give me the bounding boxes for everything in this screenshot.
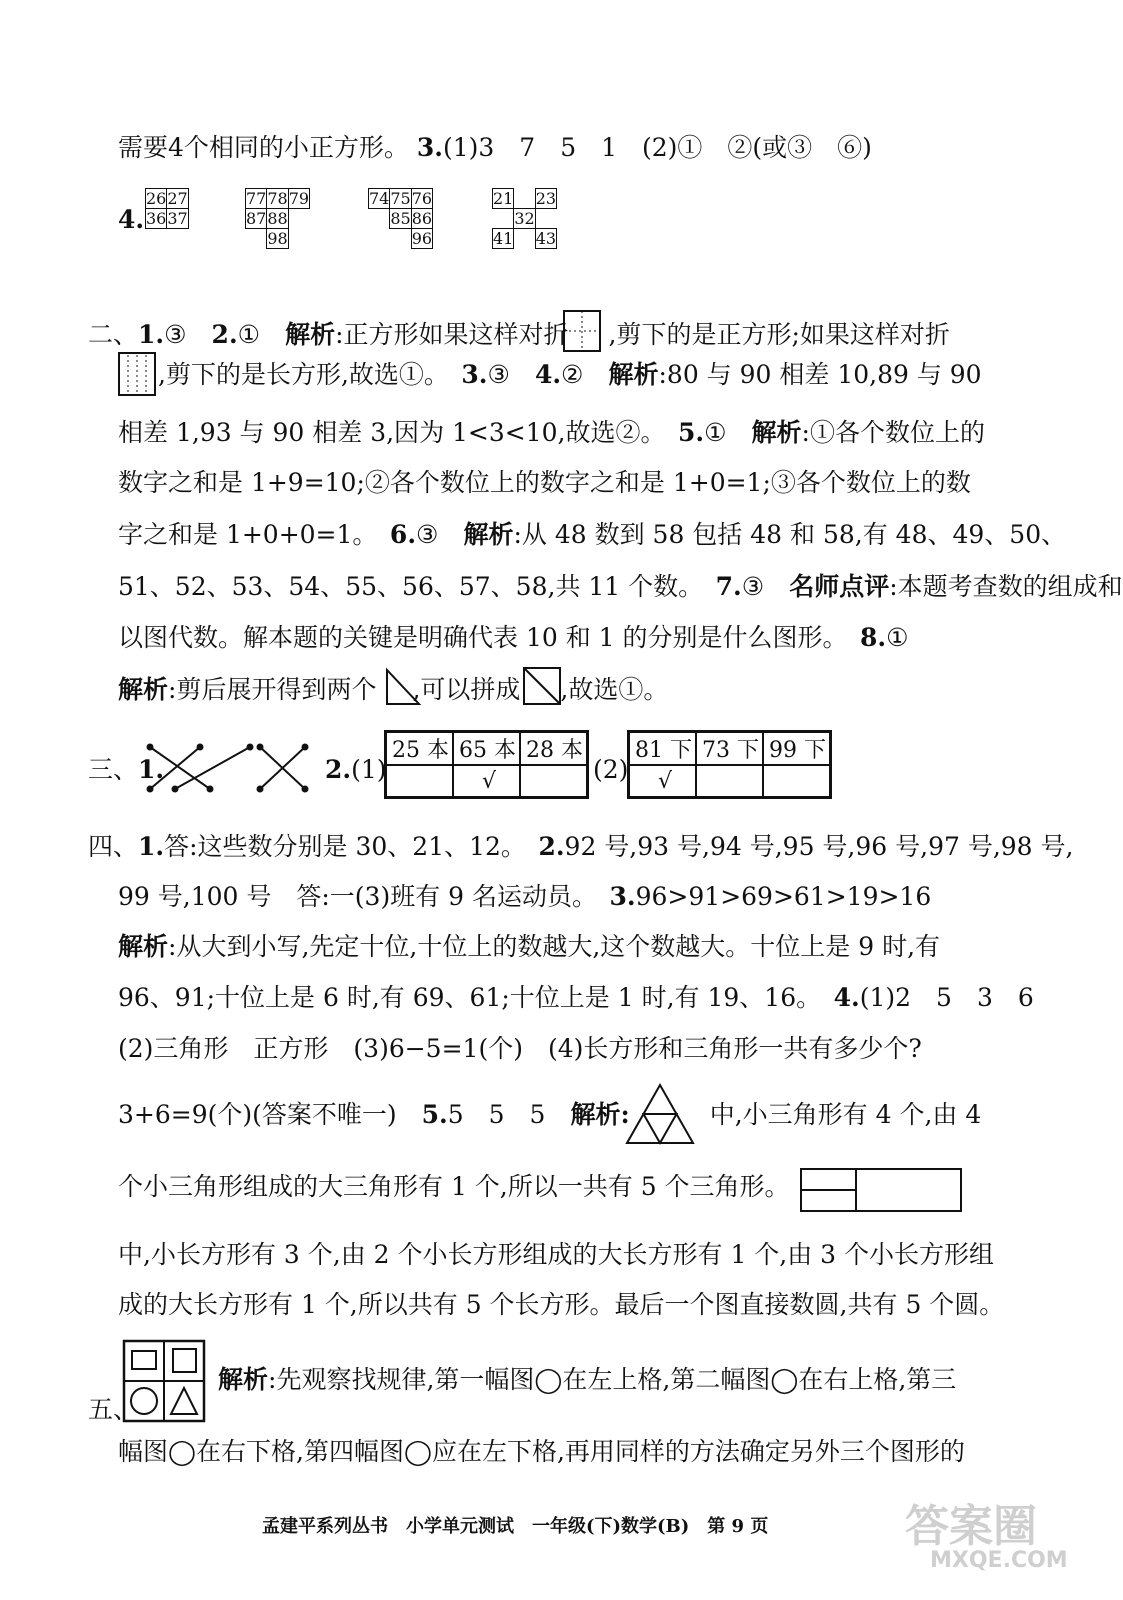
answer-line: 需要4个相同的小正方形。 3.(1)3 7 5 1 (2)① ②(或③ ⑥) (118, 133, 872, 162)
section-four-line-1: 四、1.答:这些数分别是 30、21、12。 2.92 号,93 号,94 号,95 号,96 号,97 号,98 号, (88, 832, 1074, 861)
section-two-line-1: 二、1.③ 2.① 解析:正方形如果这样对折 ,剪下的是正方形;如果这样对折 (88, 320, 950, 349)
page-footer: 孟建平系列丛书 小学单元测试 一年级(下)数学(B) 第 9 页 (262, 1516, 769, 1537)
matching-lines (145, 742, 315, 794)
section-four-line-4: 96、91;十位上是 6 时,有 69、61;十位上是 1 时,有 19、16。 4.(1)2 5 3 6 (118, 983, 1034, 1012)
square-diagonal-icon (523, 667, 561, 705)
section-four-line-2: 99 号,100 号 答:一(3)班有 9 名运动员。 3.96>91>69>61>19>16 (118, 882, 932, 911)
section-five-head: 五、 (88, 1395, 139, 1424)
section-four-line-6: 3+6=9(个)(答案不唯一) 5.5 5 5 解析: 中,小三角形有 4 个,由 4 (118, 1100, 982, 1129)
triangle-icon (385, 668, 421, 706)
rectangle-fold-icon (118, 352, 156, 396)
number-grid-2: 77 78 79 87 88 98 (246, 189, 310, 248)
pattern-grid-icon (123, 1340, 205, 1422)
section-two-line-3: 相差 1,93 与 90 相差 3,因为 1<3<10,故选②。 5.① 解析:①各个数位上的 (118, 418, 985, 447)
section-two-line-5: 字之和是 1+0+0=1。 6.③ 解析:从 48 数到 58 包括 48 和 58,有 48、49、50、 (118, 520, 1067, 549)
section-five-line-1: 解析:先观察找规律,第一幅图◯在左上格,第二幅图◯在右上格,第三 (218, 1365, 957, 1394)
section-four-line-5: (2)三角形 正方形 (3)6−5=1(个) (4)长方形和三角形一共有多少个? (118, 1034, 922, 1063)
rectangle-figure-icon (800, 1168, 962, 1212)
question-number: 4. (118, 205, 145, 234)
question-2-part-2: (2) (593, 755, 629, 784)
question-2-label: 2.(1) (325, 755, 387, 784)
number-grid-1: 26 27 36 37 (146, 189, 188, 228)
section-two-line-7: 以图代数。解本题的关键是明确代表 10 和 1 的分别是什么图形。 8.① (118, 623, 909, 652)
section-two-line-8: 解析:剪后展开得到两个 ,可以拼成 ,故选①。 (118, 675, 669, 704)
section-four-line-8: 中,小长方形有 3 个,由 2 个小长方形组成的大长方形有 1 个,由 3 个小长方形组 (118, 1240, 995, 1269)
books-table: 25 本 65 本 28 本 √ (384, 730, 589, 799)
section-five-line-2: 幅图◯在右下格,第四幅图◯应在左下格,再用同样的方法确定另外三个图形的 (118, 1437, 965, 1466)
section-two-line-2: ,剪下的是长方形,故选①。 3.③ 4.② 解析:80 与 90 相差 10,89 与 90 (158, 360, 982, 389)
section-three-head: 三、1. (88, 755, 165, 784)
section-four-line-9: 成的大长方形有 1 个,所以共有 5 个长方形。最后一个图直接数圆,共有 5 个圆。 (118, 1290, 1005, 1319)
square-fold-icon (563, 310, 601, 352)
section-four-line-3: 解析:从大到小写,先定十位,十位上的数越大,这个数越大。十位上是 9 时,有 (118, 932, 941, 961)
watermark-url: MXQE.COM (930, 1548, 1068, 1573)
section-two-line-6: 51、52、53、54、55、56、57、58,共 11 个数。 7.③ 名师点评:本题考查数的组成和 (118, 572, 1123, 601)
triangle-figure-icon (625, 1083, 695, 1145)
watermark-logo: 答案圈 (905, 1501, 1037, 1552)
number-grid-4: 21 23 32 41 43 (493, 189, 557, 248)
number-grid-3: 74 75 76 85 86 96 (369, 189, 433, 248)
jumps-table: 81 下 73 下 99 下 √ (627, 730, 832, 799)
section-two-line-4: 数字之和是 1+9=10;②各个数位上的数字之和是 1+0=1;③各个数位上的数 (118, 468, 971, 497)
section-four-line-7: 个小三角形组成的大三角形有 1 个,所以一共有 5 个三角形。 (118, 1172, 790, 1201)
